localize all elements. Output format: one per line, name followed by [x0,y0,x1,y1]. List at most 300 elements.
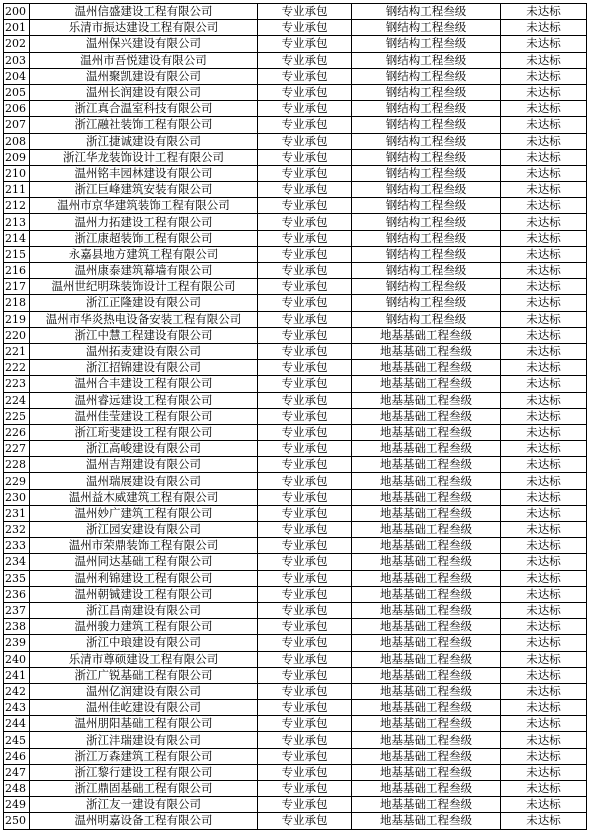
qualification-level-cell: 地基基础工程叁级 [352,716,501,732]
qualification-type-cell: 专业承包 [258,489,352,505]
result-status-cell: 未达标 [501,797,587,813]
company-name-cell: 温州睿远建设工程有限公司 [30,392,258,408]
qualification-type-cell: 专业承包 [258,700,352,716]
qualification-level-cell: 地基基础工程叁级 [352,424,501,440]
table-row [4,101,587,117]
qualification-type-cell: 专业承包 [258,36,352,52]
qualification-type-cell: 专业承包 [258,68,352,84]
table-row [4,602,587,618]
table-row [4,489,587,505]
result-status-cell: 未达标 [501,602,587,618]
company-name-cell: 浙江中琅建设有限公司 [30,635,258,651]
qualification-type-cell: 专业承包 [258,311,352,327]
qualification-level-cell: 地基基础工程叁级 [352,441,501,457]
table-row [4,716,587,732]
qualification-level-cell: 地基基础工程叁级 [352,586,501,602]
table-row [4,522,587,538]
table-row [4,214,587,230]
row-number-cell: 208 [4,133,30,149]
row-number-cell: 220 [4,327,30,343]
table-row [4,295,587,311]
row-number-cell: 241 [4,667,30,683]
row-number-cell: 212 [4,198,30,214]
qualification-level-cell: 地基基础工程叁级 [352,505,501,521]
table-row [4,473,587,489]
company-name-cell: 浙江昌南建设有限公司 [30,602,258,618]
row-number-cell: 214 [4,230,30,246]
result-status-cell: 未达标 [501,619,587,635]
result-status-cell: 未达标 [501,343,587,359]
qualification-level-cell: 地基基础工程叁级 [352,748,501,764]
table-row [4,408,587,424]
qualification-level-cell: 钢结构工程叁级 [352,20,501,36]
qualification-type-cell: 专业承包 [258,505,352,521]
table-row [4,683,587,699]
company-name-cell: 温州市华炎热电设备安装工程有限公司 [30,311,258,327]
row-number-cell: 202 [4,36,30,52]
result-status-cell: 未达标 [501,327,587,343]
result-status-cell: 未达标 [501,748,587,764]
company-name-cell: 浙江真合温室科技有限公司 [30,101,258,117]
qualification-type-cell: 专业承包 [258,20,352,36]
row-number-cell: 242 [4,683,30,699]
company-name-cell: 浙江巨峰建筑安装有限公司 [30,182,258,198]
company-name-cell: 温州亿润建设有限公司 [30,683,258,699]
company-name-cell: 永嘉县地方建筑工程有限公司 [30,246,258,262]
row-number-cell: 239 [4,635,30,651]
table-row [4,781,587,797]
qualification-level-cell: 钢结构工程叁级 [352,198,501,214]
result-status-cell: 未达标 [501,214,587,230]
table-row [4,424,587,440]
result-status-cell: 未达标 [501,441,587,457]
result-status-cell: 未达标 [501,246,587,262]
row-number-cell: 245 [4,732,30,748]
qualification-type-cell: 专业承包 [258,133,352,149]
row-number-cell: 246 [4,748,30,764]
qualification-level-cell: 地基基础工程叁级 [352,700,501,716]
qualification-type-cell: 专业承包 [258,619,352,635]
table-row [4,117,587,133]
qualification-type-cell: 专业承包 [258,651,352,667]
qualification-type-cell: 专业承包 [258,586,352,602]
qualification-level-cell: 地基基础工程叁级 [352,732,501,748]
result-status-cell: 未达标 [501,165,587,181]
result-status-cell: 未达标 [501,376,587,392]
qualification-type-cell: 专业承包 [258,343,352,359]
row-number-cell: 240 [4,651,30,667]
row-number-cell: 231 [4,505,30,521]
company-name-cell: 浙江沣瑞建设有限公司 [30,732,258,748]
table-row [4,667,587,683]
row-number-cell: 217 [4,279,30,295]
table-row [4,505,587,521]
table-row [4,700,587,716]
row-number-cell: 216 [4,263,30,279]
company-name-cell: 温州康泰建筑幕墙有限公司 [30,263,258,279]
table-row [4,635,587,651]
qualification-type-cell: 专业承包 [258,230,352,246]
qualification-type-cell: 专业承包 [258,52,352,68]
qualification-level-cell: 钢结构工程叁级 [352,149,501,165]
company-name-cell: 温州益木威建筑工程有限公司 [30,489,258,505]
qualification-level-cell: 地基基础工程叁级 [352,327,501,343]
result-status-cell: 未达标 [501,554,587,570]
qualification-type-cell: 专业承包 [258,797,352,813]
table-row [4,392,587,408]
result-status-cell: 未达标 [501,651,587,667]
qualification-type-cell: 专业承包 [258,84,352,100]
table-row [4,327,587,343]
qualification-level-cell: 地基基础工程叁级 [352,764,501,780]
result-status-cell: 未达标 [501,764,587,780]
row-number-cell: 204 [4,68,30,84]
table-row [4,4,587,20]
company-name-cell: 乐清市尊硕建设工程有限公司 [30,651,258,667]
table-row [4,441,587,457]
qualification-level-cell: 地基基础工程叁级 [352,538,501,554]
qualification-level-cell: 钢结构工程叁级 [352,52,501,68]
qualification-level-cell: 钢结构工程叁级 [352,68,501,84]
company-name-cell: 浙江正隆建设有限公司 [30,295,258,311]
table-body [4,4,587,830]
result-status-cell: 未达标 [501,635,587,651]
qualification-type-cell: 专业承包 [258,522,352,538]
qualification-type-cell: 专业承包 [258,781,352,797]
row-number-cell: 249 [4,797,30,813]
table-row [4,797,587,813]
row-number-cell: 250 [4,813,30,829]
qualification-level-cell: 钢结构工程叁级 [352,214,501,230]
table-row [4,52,587,68]
result-status-cell: 未达标 [501,133,587,149]
qualification-type-cell: 专业承包 [258,667,352,683]
row-number-cell: 243 [4,700,30,716]
company-name-cell: 浙江融社装饰工程有限公司 [30,117,258,133]
qualification-level-cell: 地基基础工程叁级 [352,651,501,667]
result-status-cell: 未达标 [501,732,587,748]
company-name-cell: 温州市荣鼎装饰工程有限公司 [30,538,258,554]
row-number-cell: 248 [4,781,30,797]
qualification-level-cell: 钢结构工程叁级 [352,230,501,246]
result-status-cell: 未达标 [501,36,587,52]
table-row [4,554,587,570]
qualification-type-cell: 专业承包 [258,392,352,408]
table-row [4,133,587,149]
qualification-level-cell: 钢结构工程叁级 [352,36,501,52]
row-number-cell: 236 [4,586,30,602]
qualification-type-cell: 专业承包 [258,716,352,732]
table-row [4,343,587,359]
qualification-level-cell: 地基基础工程叁级 [352,619,501,635]
qualification-level-cell: 钢结构工程叁级 [352,246,501,262]
qualification-level-cell: 钢结构工程叁级 [352,117,501,133]
qualification-level-cell: 地基基础工程叁级 [352,667,501,683]
company-name-cell: 温州同达基础工程有限公司 [30,554,258,570]
result-status-cell: 未达标 [501,538,587,554]
row-number-cell: 218 [4,295,30,311]
result-status-cell: 未达标 [501,392,587,408]
row-number-cell: 222 [4,360,30,376]
result-status-cell: 未达标 [501,700,587,716]
row-number-cell: 213 [4,214,30,230]
table-row [4,149,587,165]
result-status-cell: 未达标 [501,586,587,602]
qualification-type-cell: 专业承包 [258,117,352,133]
table-row [4,570,587,586]
company-name-cell: 乐清市振达建设工程有限公司 [30,20,258,36]
result-status-cell: 未达标 [501,295,587,311]
qualification-type-cell: 专业承包 [258,295,352,311]
row-number-cell: 225 [4,408,30,424]
company-name-cell: 浙江友一建设有限公司 [30,797,258,813]
qualification-level-cell: 地基基础工程叁级 [352,554,501,570]
table-row [4,263,587,279]
qualification-type-cell: 专业承包 [258,376,352,392]
row-number-cell: 209 [4,149,30,165]
row-number-cell: 200 [4,4,30,20]
row-number-cell: 215 [4,246,30,262]
company-name-cell: 温州合丰建设工程有限公司 [30,376,258,392]
qualification-type-cell: 专业承包 [258,149,352,165]
qualification-level-cell: 地基基础工程叁级 [352,360,501,376]
result-status-cell: 未达标 [501,101,587,117]
qualification-type-cell: 专业承包 [258,101,352,117]
row-number-cell: 219 [4,311,30,327]
company-name-cell: 温州朋阳基础工程有限公司 [30,716,258,732]
qualification-type-cell: 专业承包 [258,408,352,424]
company-name-cell: 温州吉翔建设有限公司 [30,457,258,473]
result-status-cell: 未达标 [501,473,587,489]
qualification-level-cell: 钢结构工程叁级 [352,279,501,295]
qualification-level-cell: 地基基础工程叁级 [352,570,501,586]
table-row [4,165,587,181]
qualification-level-cell: 钢结构工程叁级 [352,295,501,311]
company-name-cell: 温州佳莹建设工程有限公司 [30,408,258,424]
company-name-cell: 温州市京华建筑装饰工程有限公司 [30,198,258,214]
result-status-cell: 未达标 [501,505,587,521]
result-status-cell: 未达标 [501,781,587,797]
qualification-level-cell: 地基基础工程叁级 [352,489,501,505]
result-status-cell: 未达标 [501,117,587,133]
company-name-cell: 温州世纪明珠装饰设计工程有限公司 [30,279,258,295]
qualification-level-cell: 地基基础工程叁级 [352,408,501,424]
result-status-cell: 未达标 [501,683,587,699]
company-name-cell: 浙江招锦建设有限公司 [30,360,258,376]
result-status-cell: 未达标 [501,522,587,538]
table-row [4,764,587,780]
company-name-cell: 温州拓麦建设有限公司 [30,343,258,359]
qualification-level-cell: 钢结构工程叁级 [352,4,501,20]
company-name-cell: 浙江华龙装饰设计工程有限公司 [30,149,258,165]
result-status-cell: 未达标 [501,4,587,20]
table-row [4,651,587,667]
row-number-cell: 229 [4,473,30,489]
row-number-cell: 233 [4,538,30,554]
qualification-type-cell: 专业承包 [258,570,352,586]
company-name-cell: 温州骏力建筑工程有限公司 [30,619,258,635]
qualification-type-cell: 专业承包 [258,182,352,198]
result-status-cell: 未达标 [501,198,587,214]
qualification-type-cell: 专业承包 [258,424,352,440]
result-status-cell: 未达标 [501,360,587,376]
result-status-cell: 未达标 [501,20,587,36]
company-name-cell: 浙江鼎固基础工程有限公司 [30,781,258,797]
qualification-type-cell: 专业承包 [258,683,352,699]
qualification-type-cell: 专业承包 [258,263,352,279]
company-name-cell: 浙江高峻建设有限公司 [30,441,258,457]
company-name-cell: 温州瑞展建设有限公司 [30,473,258,489]
qualification-level-cell: 钢结构工程叁级 [352,311,501,327]
qualification-level-cell: 地基基础工程叁级 [352,683,501,699]
result-status-cell: 未达标 [501,311,587,327]
table-row [4,538,587,554]
row-number-cell: 228 [4,457,30,473]
row-number-cell: 238 [4,619,30,635]
qualification-type-cell: 专业承包 [258,214,352,230]
table-row [4,748,587,764]
qualification-type-cell: 专业承包 [258,441,352,457]
qualification-type-cell: 专业承包 [258,764,352,780]
company-name-cell: 温州铭丰园林建设有限公司 [30,165,258,181]
company-name-cell: 温州佳屹建设有限公司 [30,700,258,716]
row-number-cell: 226 [4,424,30,440]
row-number-cell: 210 [4,165,30,181]
result-status-cell: 未达标 [501,263,587,279]
qualification-level-cell: 钢结构工程叁级 [352,133,501,149]
qualification-type-cell: 专业承包 [258,246,352,262]
table-row [4,182,587,198]
table-row [4,246,587,262]
qualification-level-cell: 地基基础工程叁级 [352,781,501,797]
qualification-type-cell: 专业承包 [258,554,352,570]
table-row [4,311,587,327]
row-number-cell: 223 [4,376,30,392]
result-status-cell: 未达标 [501,489,587,505]
company-name-cell: 浙江珩斐建设工程有限公司 [30,424,258,440]
qualification-level-cell: 地基基础工程叁级 [352,473,501,489]
row-number-cell: 207 [4,117,30,133]
row-number-cell: 201 [4,20,30,36]
company-name-cell: 浙江康超装饰工程有限公司 [30,230,258,246]
qualification-level-cell: 地基基础工程叁级 [352,376,501,392]
row-number-cell: 203 [4,52,30,68]
company-name-cell: 浙江广锐基础工程有限公司 [30,667,258,683]
company-name-cell: 温州市吾悦建设有限公司 [30,52,258,68]
company-name-cell: 温州妙广建筑工程有限公司 [30,505,258,521]
row-number-cell: 227 [4,441,30,457]
qualification-level-cell: 钢结构工程叁级 [352,182,501,198]
qualification-level-cell: 地基基础工程叁级 [352,392,501,408]
table-row [4,68,587,84]
qualification-type-cell: 专业承包 [258,732,352,748]
qualification-type-cell: 专业承包 [258,635,352,651]
row-number-cell: 211 [4,182,30,198]
qualification-level-cell: 钢结构工程叁级 [352,263,501,279]
qualification-level-cell: 地基基础工程叁级 [352,522,501,538]
row-number-cell: 247 [4,764,30,780]
company-name-cell: 浙江捷诚建设有限公司 [30,133,258,149]
result-status-cell: 未达标 [501,457,587,473]
qualification-level-cell: 钢结构工程叁级 [352,101,501,117]
row-number-cell: 237 [4,602,30,618]
qualification-type-cell: 专业承包 [258,813,352,829]
row-number-cell: 206 [4,101,30,117]
row-number-cell: 244 [4,716,30,732]
company-name-cell: 浙江黎行建设工程有限公司 [30,764,258,780]
row-number-cell: 235 [4,570,30,586]
qualification-level-cell: 地基基础工程叁级 [352,343,501,359]
qualification-type-cell: 专业承包 [258,279,352,295]
company-name-cell: 浙江中慧工程建设有限公司 [30,327,258,343]
table-row [4,20,587,36]
qualification-level-cell: 地基基础工程叁级 [352,813,501,829]
company-name-cell: 温州保兴建设有限公司 [30,36,258,52]
company-name-cell: 浙江万森建筑工程有限公司 [30,748,258,764]
qualification-type-cell: 专业承包 [258,602,352,618]
qualification-level-cell: 地基基础工程叁级 [352,457,501,473]
result-status-cell: 未达标 [501,52,587,68]
table-row [4,230,587,246]
row-number-cell: 234 [4,554,30,570]
table-row [4,376,587,392]
result-status-cell: 未达标 [501,84,587,100]
result-status-cell: 未达标 [501,408,587,424]
table-row [4,813,587,829]
company-name-cell: 温州信盛建设工程有限公司 [30,4,258,20]
table-row [4,36,587,52]
qualification-level-cell: 地基基础工程叁级 [352,797,501,813]
row-number-cell: 230 [4,489,30,505]
company-name-cell: 温州明嘉设备工程有限公司 [30,813,258,829]
qualification-type-cell: 专业承包 [258,538,352,554]
qualification-type-cell: 专业承包 [258,4,352,20]
row-number-cell: 224 [4,392,30,408]
table-row [4,586,587,602]
result-status-cell: 未达标 [501,182,587,198]
table-row [4,84,587,100]
result-status-cell: 未达标 [501,424,587,440]
qualification-level-cell: 地基基础工程叁级 [352,602,501,618]
qualification-level-cell: 地基基础工程叁级 [352,635,501,651]
result-status-cell: 未达标 [501,813,587,829]
row-number-cell: 221 [4,343,30,359]
row-number-cell: 232 [4,522,30,538]
company-name-cell: 温州力拓建设工程有限公司 [30,214,258,230]
qualification-type-cell: 专业承包 [258,473,352,489]
result-status-cell: 未达标 [501,230,587,246]
result-status-cell: 未达标 [501,149,587,165]
company-name-cell: 温州长润建设有限公司 [30,84,258,100]
table-row [4,198,587,214]
table-row [4,619,587,635]
qualification-type-cell: 专业承包 [258,360,352,376]
company-qualification-table [3,3,587,830]
qualification-level-cell: 钢结构工程叁级 [352,84,501,100]
qualification-type-cell: 专业承包 [258,327,352,343]
result-status-cell: 未达标 [501,716,587,732]
company-name-cell: 浙江园安建设有限公司 [30,522,258,538]
result-status-cell: 未达标 [501,570,587,586]
table-row [4,457,587,473]
result-status-cell: 未达标 [501,279,587,295]
table-row [4,360,587,376]
table-row [4,732,587,748]
company-name-cell: 温州利锦建设工程有限公司 [30,570,258,586]
company-name-cell: 温州朝铖建设工程有限公司 [30,586,258,602]
row-number-cell: 205 [4,84,30,100]
qualification-level-cell: 钢结构工程叁级 [352,165,501,181]
